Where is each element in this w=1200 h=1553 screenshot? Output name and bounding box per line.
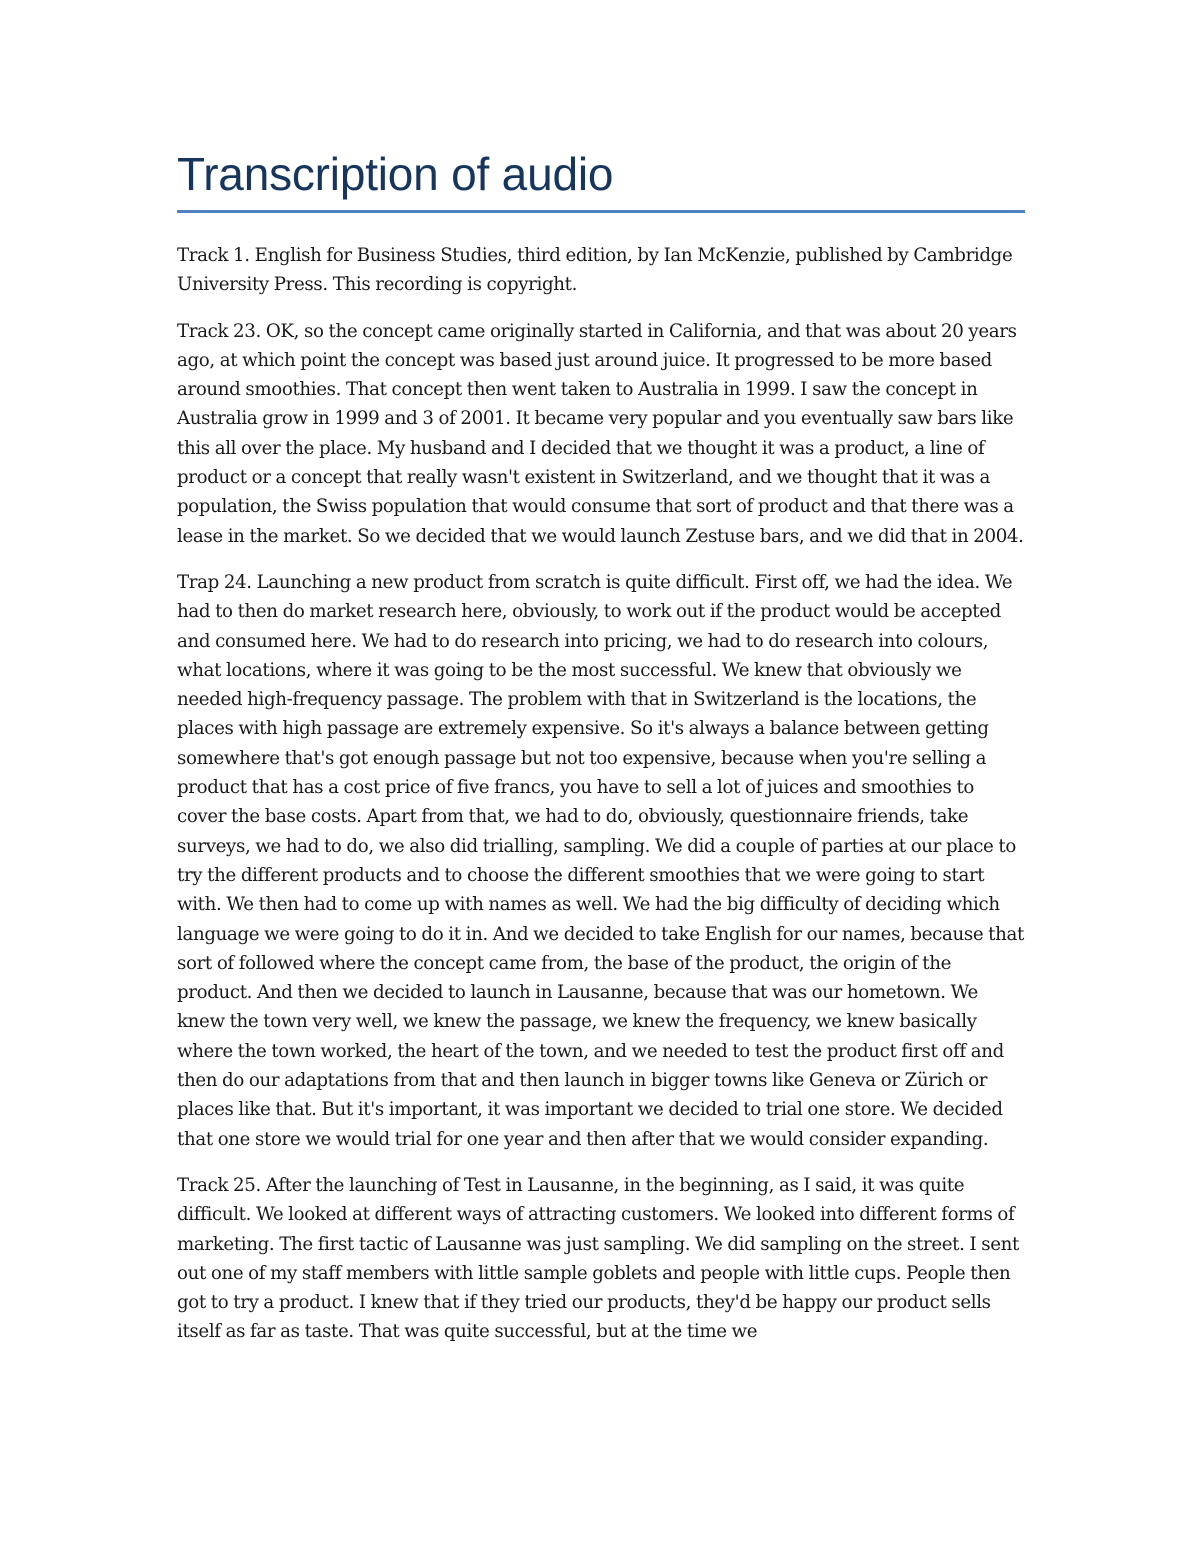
document-body bbox=[177, 241, 1025, 1347]
paragraph-track-25: Track 25. After the launching of Test in Lausanne, in the beginning, as I said, it was quite difficult. We looked at different ways of attracting customers. We looked into different forms of marketing. The first tactic of Lausanne was just sampling. We did sampling on the street. I sent out one of my staff members with little sample goblets and people with little cups. People then got to try a product. I knew that if they tried our products, they'd be happy our product sells itself as far as taste. That was quite successful, but at the time we bbox=[177, 1174, 1019, 1343]
title-underline bbox=[177, 210, 1025, 213]
paragraph-track-24: Trap 24. Launching a new product from scratch is quite difficult. First off, we had the idea. We had to then do market research here, obviously, to work out if the product would be accepted and consumed here. We had to do research into pricing, we had to do research into colours, what locations, where it was going to be the most successful. We knew that obviously we needed high-frequency passage. The problem with that in Switzerland is the locations, the places with high passage are extremely expensive. So it's always a balance between getting somewhere that's got enough passage but not too expensive, because when you're selling a product that has a cost price of five francs, you have to sell a lot of juices and smoothies to cover the base costs. Apart from that, we had to do, obviously, questionnaire friends, take surveys, we had to do, we also did trialling, sampling. We did a couple of parties at our place to try the different products and to choose the different smoothies that we were going to start with. We then had to come up with names as well. We had the big difficulty of deciding which language we were going to do it in. And we decided to take English for our names, because that sort of followed where the concept came from, the base of the product, the origin of the product. And then we decided to launch in Lausanne, because that was our hometown. We knew the town very well, we knew the passage, we knew the frequency, we knew basically where the town worked, the heart of the town, and we needed to test the product first off and then do our adaptations from that and then launch in bigger towns like Geneva or Zürich or places like that. But it's important, it was important we decided to trial one store. We decided that one store we would trial for one year and then after that we would consider expanding. bbox=[177, 571, 1024, 1150]
paragraph-track-23: Track 23. OK, so the concept came originally started in California, and that was about 20 years ago, at which point the concept was based just around juice. It progressed to be more based around smoothies. That concept then went taken to Australia in 1999. I saw the concept in Australia grow in 1999 and 3 of 2001. It became very popular and you eventually saw bars like this all over the place. My husband and I decided that we thought it was a product, a line of product or a concept that really wasn't existent in Switzerland, and we thought that it was a population, the Swiss population that would consume that sort of product and that there was a lease in the market. So we decided that we would launch Zestuse bars, and we did that in 2004. bbox=[177, 320, 1024, 547]
document-title: Transcription of audio bbox=[177, 148, 614, 200]
paragraph-track-1: Track 1. English for Business Studies, third edition, by Ian McKenzie, published by Cambridge University Press. This recording is copyright. bbox=[177, 245, 1013, 296]
document-content bbox=[177, 140, 1025, 1364]
